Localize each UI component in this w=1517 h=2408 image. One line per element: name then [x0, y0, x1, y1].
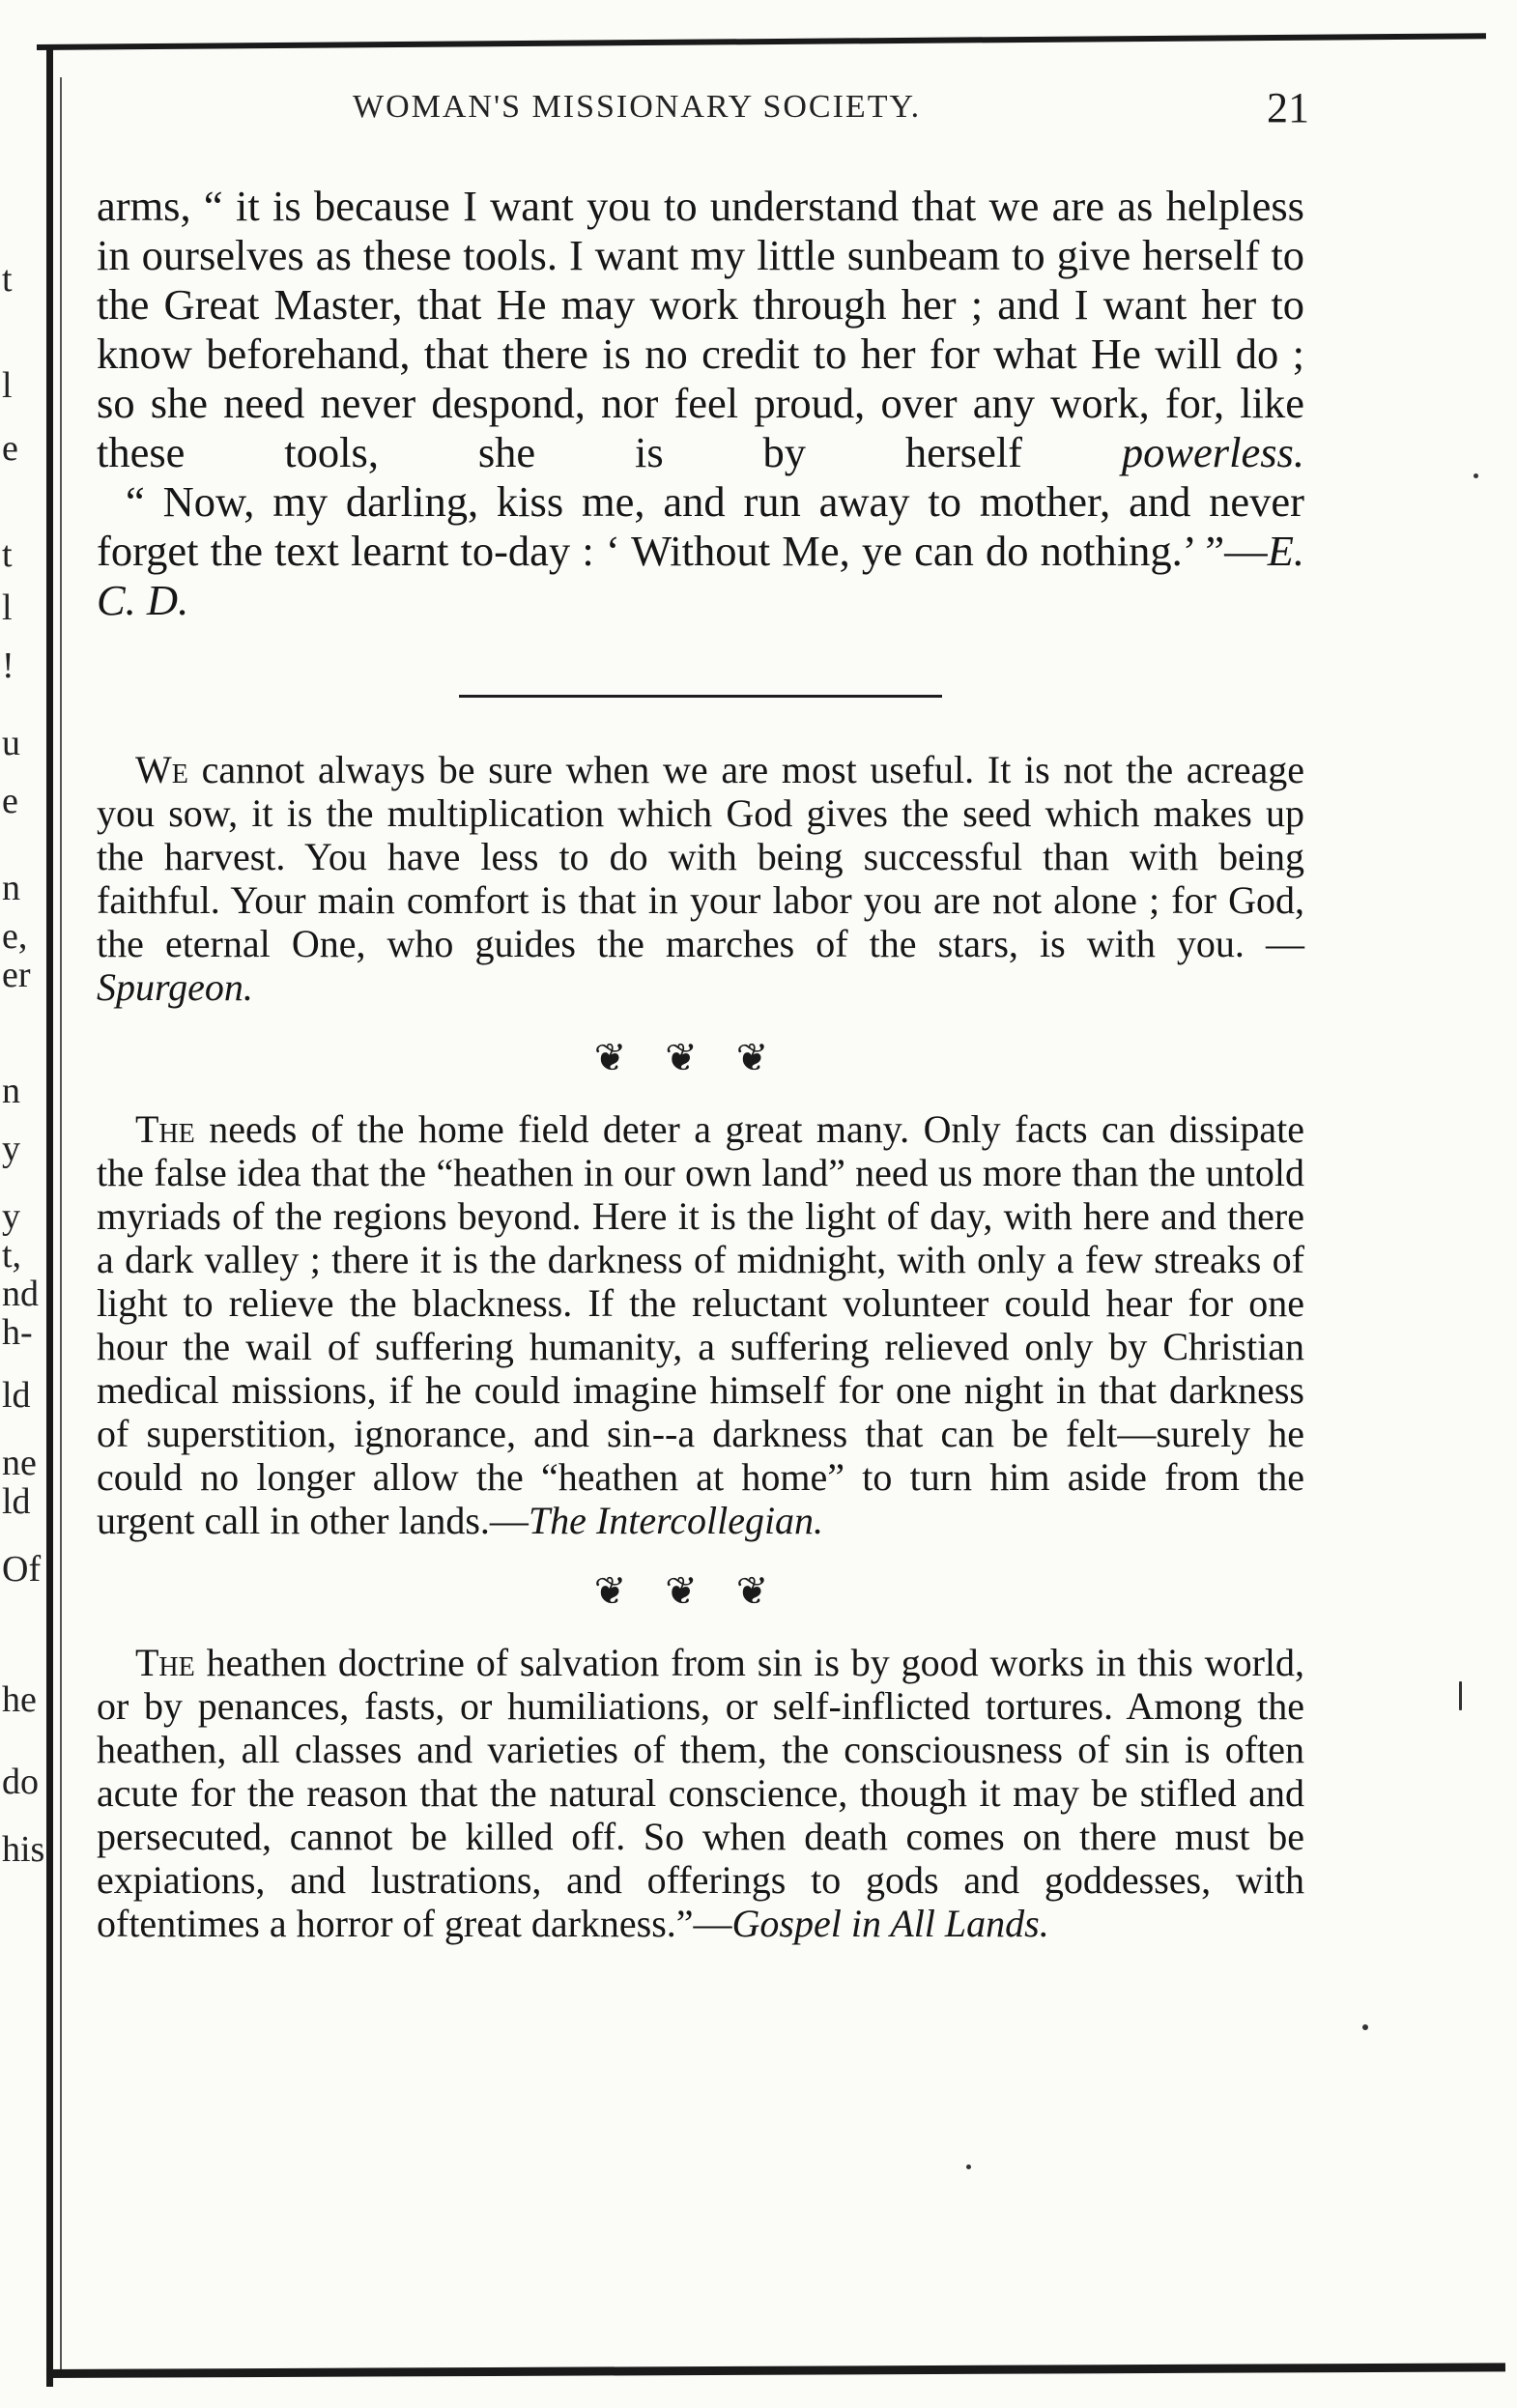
story-text: “ Now, my darling, kiss me, and run away to mother, and never forget the text learnt to-day : ‘ Without Me, ye can do nothing.’ ”— [97, 477, 1304, 575]
page-edge-bottom [46, 2363, 1505, 2378]
bleed-fragment: do [2, 1762, 39, 1802]
bleed-fragment: er [2, 955, 31, 995]
lead-word: The [135, 1641, 195, 1684]
story-text: arms, “ it is because I want you to understand that we are as helpless in ourselves as these tools. I want my little sunbeam to give herself to the Great Master, that He may work through her ; and I want her to know beforehand, that there is no credit to her for what He will do ; so she need never despond, nor feel proud, over any work, for, like these tools, she is by herself [97, 182, 1304, 476]
bleed-fragment: t [2, 534, 13, 575]
print-speck [966, 2164, 971, 2169]
fleuron-icon: ❦ [735, 1569, 808, 1613]
emphasis-word: powerless. [1121, 428, 1304, 476]
attribution: The Intercollegian. [528, 1499, 824, 1542]
bleed-fragment: he [2, 1679, 37, 1720]
bleed-fragment: ! [2, 645, 14, 686]
story-conclusion [97, 182, 1304, 625]
bleed-fragment: n [2, 868, 20, 908]
running-head: WOMAN'S MISSIONARY SOCIETY. [353, 89, 922, 125]
bleed-fragment: h- [2, 1312, 33, 1353]
attribution: Spurgeon. [97, 965, 253, 1009]
print-speck [1474, 473, 1478, 478]
bleed-fragment: l [2, 588, 13, 628]
quotation-paragraph [97, 1107, 1304, 1542]
bleed-fragment: t, [2, 1235, 22, 1276]
page-gutter-edge [46, 48, 53, 2387]
bleed-fragment: ld [2, 1375, 31, 1416]
page-number: 21 [1267, 84, 1309, 131]
page-edge-top [37, 33, 1486, 50]
bleed-fragment: e [2, 781, 18, 821]
bleed-fragment: y [2, 1129, 20, 1169]
story-signature: E. C. D. [97, 527, 1304, 624]
quotation-item [97, 1107, 1304, 1542]
quotation-text: heathen doctrine of salvation from sin is by good works in this world, or by penances, fasts, or humiliations, or self-inflicted tortures. Among the heathen, all classes and varieties of them, the consciousness of sin is often acute for the reason that the natural conscience, though it may be stifled and persecuted, cannot be killed off. So when death comes on there must be expiations, and lustrations, and offerings to gods and goddesses, with oftentimes a horror of great darkness.”— [97, 1641, 1304, 1945]
bleed-fragment: ld [2, 1481, 31, 1522]
ornament-separator [97, 1024, 1304, 1092]
page-header [92, 83, 1309, 141]
bleed-fragment: his [2, 1829, 45, 1870]
story-paragraph [97, 182, 1304, 477]
fleuron-icon: ❦ [665, 1569, 736, 1613]
bleed-fragment: y [2, 1196, 20, 1237]
fleuron-icon: ❦ [593, 1036, 666, 1079]
quotation-item [97, 1641, 1304, 1945]
story-paragraph [97, 477, 1304, 625]
bleed-fragment: ne [2, 1443, 37, 1483]
bleed-fragment: e [2, 428, 18, 469]
bleed-fragment: t [2, 259, 13, 300]
fleuron-icon: ❦ [665, 1036, 736, 1079]
quotation-item [97, 748, 1304, 1009]
print-speck [1459, 1681, 1462, 1710]
page-body [97, 182, 1304, 1945]
fleuron-icon: ❦ [735, 1036, 808, 1079]
lead-word: The [135, 1107, 195, 1151]
bleed-fragment: Of [2, 1549, 42, 1590]
attribution: Gospel in All Lands. [731, 1902, 1049, 1945]
lead-word: We [135, 748, 188, 791]
fleuron-icon: ❦ [593, 1569, 666, 1613]
ornament-separator [97, 1558, 1304, 1625]
bleed-fragment: n [2, 1071, 20, 1111]
bleed-fragment: nd [2, 1274, 39, 1314]
print-speck [1362, 2024, 1368, 2030]
page-gutter-line [60, 77, 62, 2377]
bleed-fragment: u [2, 723, 20, 763]
bleed-fragment: e, [2, 916, 28, 957]
quotation-paragraph [97, 748, 1304, 1009]
bleed-fragment: l [2, 365, 13, 406]
quotation-paragraph [97, 1641, 1304, 1945]
quotation-text: needs of the home field deter a great many. Only facts can dissipate the false idea that the “heathen in our own land” need us more than the untold myriads of the regions beyond. Here it is the light of day, with here and there a dark valley ; there it is the darkness of midnight, with only a few streaks of light to relieve the blackness. If the reluctant volunteer could hear for one hour the wail of suffering humanity, a suffering relieved only by Christian medical missions, if he could imagine himself for one night in that darkness of superstition, ignorance, and sin--a darkness that can be felt—surely he could no longer allow the “heathen at home” to turn him aside from the urgent call in other lands.— [97, 1107, 1304, 1542]
quotation-text: cannot always be sure when we are most useful. It is not the acreage you sow, it is the multiplication which God gives the seed which makes up the harvest. You have less to do with being successful than with being faithful. Your main comfort is that in your labor you are not alone ; for God, the eternal One, who guides the marches of the stars, is with you. — [97, 748, 1304, 965]
section-divider [459, 695, 942, 698]
